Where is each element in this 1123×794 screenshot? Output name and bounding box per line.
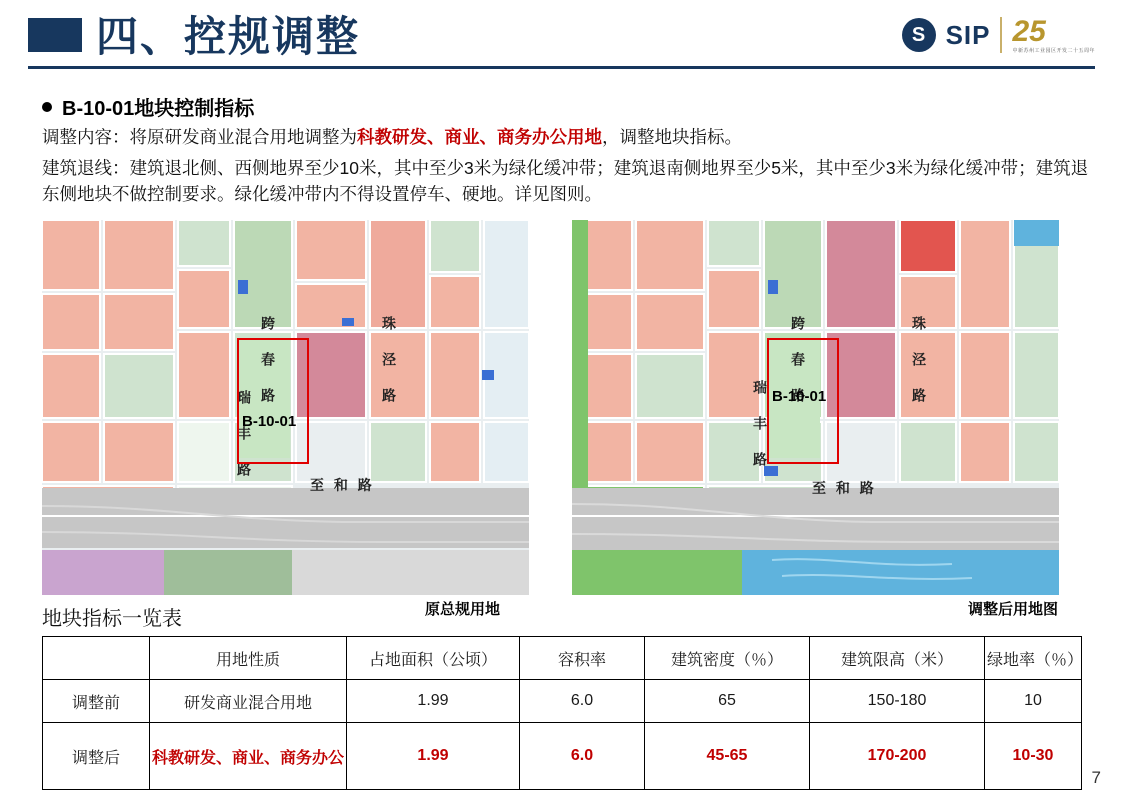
plot-label-left: B-10-01	[242, 413, 297, 430]
row-label-before: 调整前	[43, 680, 150, 723]
road-label-ruifeng-right: 瑞 丰 路	[752, 380, 768, 469]
adjustment-content-pre: 调整内容：将原研发商业混合用地调整为	[42, 127, 357, 147]
road-label-zhihe-left: 至 和 路	[310, 477, 375, 493]
logo-mark-icon: S	[902, 18, 936, 52]
cell-before-area: 1.99	[347, 680, 520, 723]
bullet-dot-icon	[42, 102, 52, 112]
anniversary-badge	[1012, 14, 1095, 54]
cell-after-far: 6.0	[520, 723, 645, 790]
table-col-1: 用地性质	[150, 637, 347, 680]
logo-divider	[1000, 17, 1002, 53]
cell-after-green: 10-30	[985, 723, 1082, 790]
section-heading-label: B-10-01地块控制指标	[62, 98, 255, 120]
table-col-6: 绿地率（％）	[985, 637, 1082, 680]
table-col-2: 占地面积（公顷）	[347, 637, 520, 680]
map-original-plan	[42, 220, 529, 595]
anniversary-subtitle: 中新苏州工业园区开发二十五周年	[1012, 47, 1095, 54]
map-caption-left: 原总规用地	[425, 601, 501, 618]
page-header	[0, 0, 1123, 80]
page-number: 7	[1091, 768, 1101, 787]
header-divider	[28, 66, 1095, 69]
page-title: 四、控规调整	[96, 13, 361, 60]
table-title: 地块指标一览表	[42, 608, 182, 630]
road-label-zhihe-right: 至 和 路	[812, 480, 877, 496]
table-row	[43, 723, 1082, 790]
cell-after-density: 45-65	[645, 723, 810, 790]
road-label-ruifeng-left: 瑞 丰 路	[236, 390, 252, 479]
road-label-kuachun-left: 跨 春 路	[260, 316, 276, 405]
road-label-kuachun-right: 跨 春 路	[790, 316, 806, 405]
sip-logo	[902, 10, 1095, 60]
plot-outline-right	[767, 338, 839, 464]
cell-after-usage: 科教研发、商业、商务办公	[150, 723, 347, 790]
cell-after-height: 170-200	[810, 723, 985, 790]
road-label-zhujing-left: 珠 泾 路	[381, 316, 397, 405]
cell-before-far: 6.0	[520, 680, 645, 723]
adjustment-content-post: ，调整地块指标。	[602, 127, 742, 147]
setback-paragraph: 建筑退线：建筑退北侧、西侧地界至少10米，其中至少3米为绿化缓冲带；建筑退南侧地界至少5米，其中至少3米为绿化缓冲带；建筑退东侧地块不做控制要求。绿化缓冲带内不得设置停车、硬地。详见图则。	[42, 158, 1089, 204]
table-header-row	[43, 637, 1082, 680]
adjustment-content-highlight: 科教研发、商业、商务办公用地	[357, 127, 602, 147]
table-col-0	[43, 637, 150, 680]
road-label-zhujing-right: 珠 泾 路	[911, 316, 927, 405]
table-col-3: 容积率	[520, 637, 645, 680]
table-row	[43, 680, 1082, 723]
header-accent-bar	[28, 18, 82, 52]
map-adjusted-plan	[572, 220, 1059, 595]
cell-after-area: 1.99	[347, 723, 520, 790]
plot-outline-left	[237, 338, 309, 464]
logo-text: SIP	[945, 19, 991, 50]
cell-before-usage: 研发商业混合用地	[150, 680, 347, 723]
row-label-after: 调整后	[43, 723, 150, 790]
cell-before-green: 10	[985, 680, 1082, 723]
map-caption-right: 调整后用地图	[968, 601, 1059, 618]
indicator-table	[42, 636, 1082, 790]
section-heading	[42, 92, 254, 121]
table-col-5: 建筑限高（米）	[810, 637, 985, 680]
table-col-4: 建筑密度（％）	[645, 637, 810, 680]
cell-before-density: 65	[645, 680, 810, 723]
adjustment-content-paragraph	[42, 124, 742, 150]
cell-before-height: 150-180	[810, 680, 985, 723]
anniversary-number: 25	[1012, 14, 1046, 48]
plot-label-right: B-10-01	[772, 388, 827, 405]
